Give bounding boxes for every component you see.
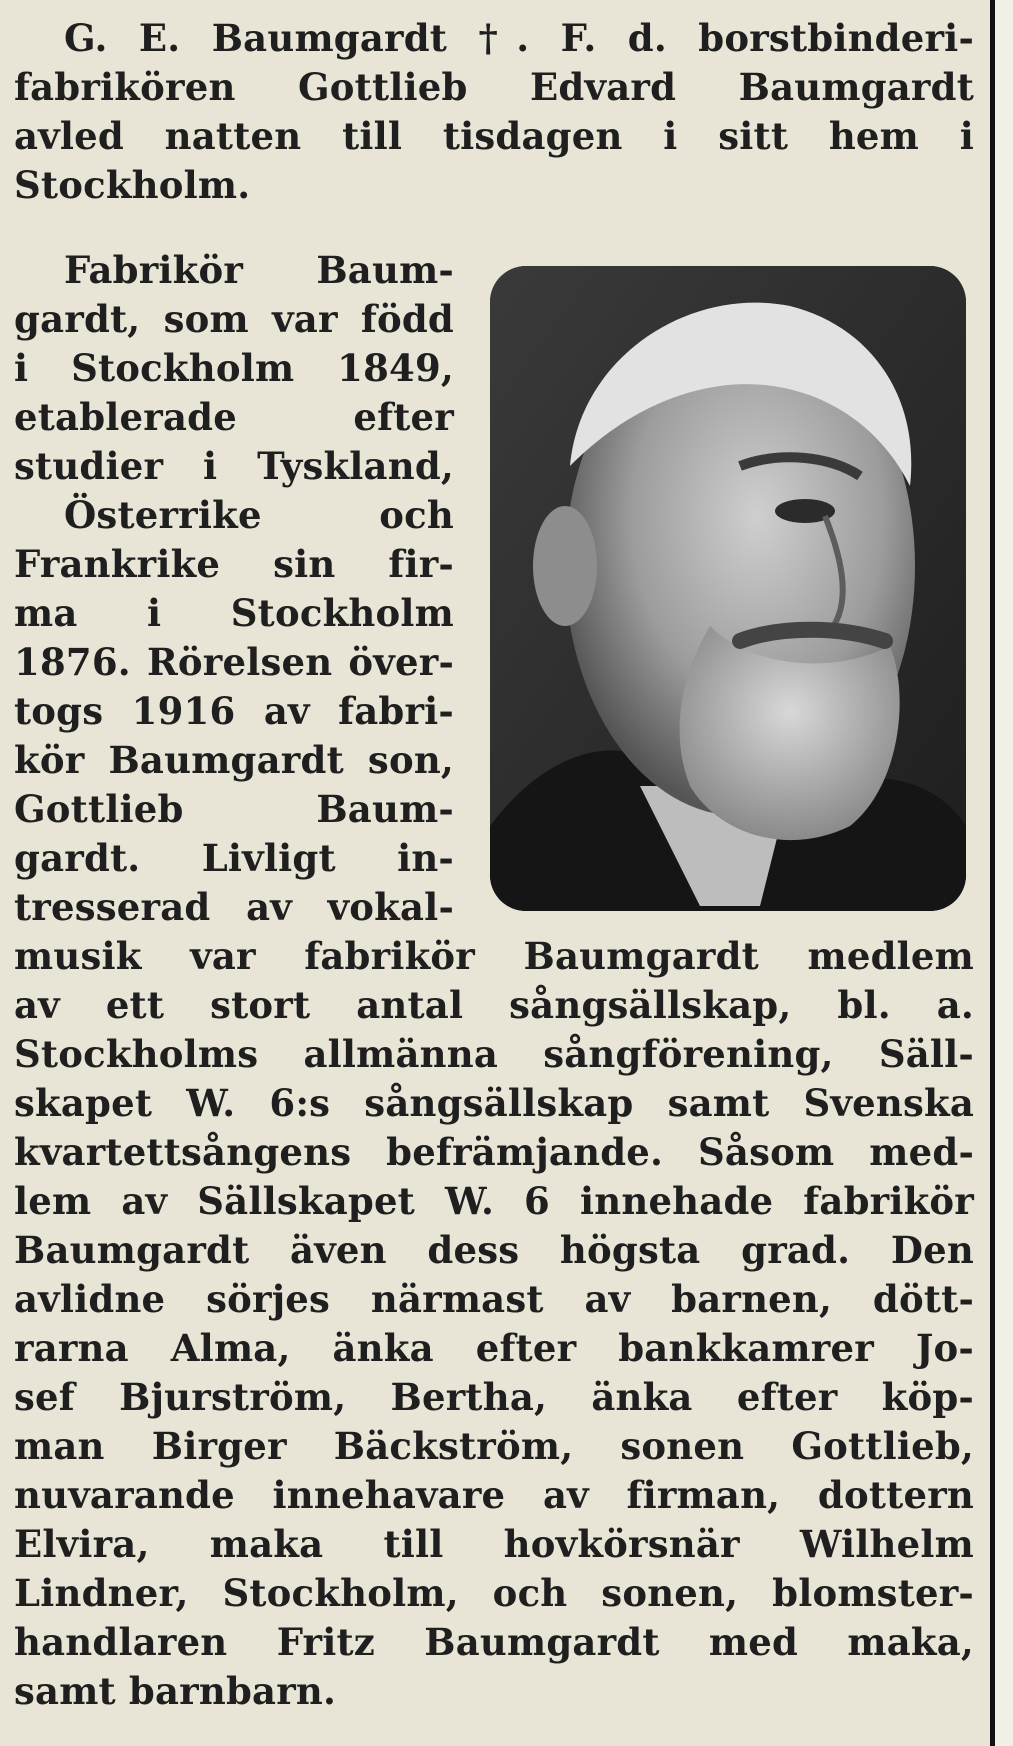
body-line-narrow: studier i Tyskland,	[14, 444, 454, 488]
body-line-narrow: Gottlieb Baum-	[14, 787, 454, 831]
body-line-wide: av ett stort antal sångsällskap, bl. a.	[14, 983, 974, 1027]
body-line-narrow: Fabrikör Baum-	[64, 248, 454, 292]
body-line-wide: handlaren Fritz Baumgardt med maka,	[14, 1620, 974, 1664]
body-line-narrow: gardt. Livligt in-	[14, 836, 454, 880]
body-line-wide: Elvira, maka till hovkörsnär Wilhelm	[14, 1522, 974, 1566]
body-line-wide: nuvarande innehavare av firman, dottern	[14, 1473, 974, 1517]
body-line-wide: Lindner, Stockholm, och sonen, blomster-	[14, 1571, 974, 1615]
headline-rest: †. F. d. borstbinderi-	[447, 16, 974, 60]
intro-line: fabrikören Gottlieb Edvard Baumgardt	[14, 65, 974, 109]
body-line-narrow: tresserad av vokal-	[14, 885, 454, 929]
body-line-narrow: 1876. Rörelsen över-	[14, 640, 454, 684]
body-line-wide: skapet W. 6:s sångsällskap samt Svenska	[14, 1081, 974, 1125]
body-line-narrow: togs 1916 av fabri-	[14, 689, 454, 733]
body-line-narrow: Österrike och	[64, 493, 454, 537]
body-line-narrow: kör Baumgardt son,	[14, 738, 454, 782]
body-line-narrow: Frankrike sin fir-	[14, 542, 454, 586]
intro-line: Stockholm.	[14, 163, 251, 207]
body-line-narrow: etablerade efter	[14, 395, 454, 439]
body-line-narrow: ma i Stockholm	[14, 591, 454, 635]
body-line-narrow: gardt, som var född	[14, 297, 454, 341]
body-line-wide: avlidne sörjes närmast av barnen, dött-	[14, 1277, 974, 1321]
body-line-wide: samt barnbarn.	[14, 1669, 337, 1713]
body-line-wide: Baumgardt även dess högsta grad. Den	[14, 1228, 974, 1272]
body-line-wide: rarna Alma, änka efter bankkamrer Jo-	[14, 1326, 974, 1370]
portrait-photo	[490, 266, 966, 911]
headline-name: G. E. Baumgardt	[64, 16, 448, 60]
body-line-wide: kvartettsångens befrämjande. Såsom med-	[14, 1130, 974, 1174]
body-line-narrow: i Stockholm 1849,	[14, 346, 454, 390]
body-line-wide: sef Bjurström, Bertha, änka efter köp-	[14, 1375, 974, 1419]
body-line-wide: man Birger Bäckström, sonen Gottlieb,	[14, 1424, 974, 1468]
body-line-wide: Stockholms allmänna sångförening, Säll-	[14, 1032, 974, 1076]
body-line-wide: lem av Sällskapet W. 6 innehade fabrikör	[14, 1179, 974, 1223]
body-line-wide: musik var fabrikör Baumgardt medlem	[14, 934, 974, 978]
intro-line: avled natten till tisdagen i sitt hem i	[14, 114, 974, 158]
page-margin	[995, 0, 1013, 1746]
headline	[14, 14, 974, 63]
portrait-image	[490, 266, 966, 911]
